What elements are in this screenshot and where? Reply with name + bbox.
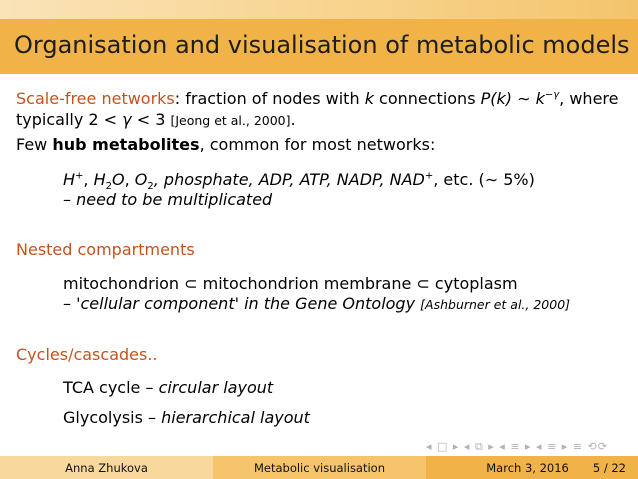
scale-free-term: Scale-free networks: [16, 89, 175, 108]
text: Few: [16, 135, 53, 154]
text: typically 2 <: [16, 110, 123, 129]
text: ,: [124, 170, 135, 189]
subscript: 2: [147, 181, 154, 193]
var-k: k: [364, 89, 374, 108]
glycolysis-line: [63, 408, 310, 427]
o2: O: [134, 170, 148, 189]
text: < 3: [131, 110, 171, 129]
text: , etc. (∼ 5%): [433, 170, 535, 189]
hub-note: [63, 190, 272, 209]
hub-intro-line: [16, 135, 435, 154]
text: circular layout: [158, 378, 274, 397]
hub-note-text: – need to be multiplicated: [63, 190, 273, 209]
nested-line-2: [63, 294, 570, 313]
beamer-navigation-icons[interactable]: ◂ □ ▸ ◂ ⧉ ▸ ◂ ≡ ▸ ◂ ≡ ▸ ≡ ⟲⟳: [426, 440, 608, 453]
footer: [0, 456, 638, 479]
nested-line-1: mitochondrion ⊂ mitochondrion membrane ⊂ cytoplasm: [63, 274, 518, 293]
hub-list-names: , phosphate, ADP, ATP, NADP, NAD: [153, 170, 425, 189]
text: TCA cycle –: [63, 378, 159, 397]
tca-line: [63, 378, 273, 397]
footer-author: Anna Zhukova: [0, 456, 213, 479]
scale-free-line-2: [16, 110, 296, 129]
text: , common for most networks:: [199, 135, 436, 154]
hub-list-line: [63, 170, 535, 192]
citation-jeong: [Jeong et al., 2000]: [170, 113, 291, 128]
footer-date-page: [426, 456, 638, 479]
formula-exponent: −γ: [544, 89, 560, 101]
hub-metabolites-bold: hub metabolites: [52, 135, 200, 154]
slide-title: Organisation and visualisation of metabolic models: [14, 31, 630, 59]
subscript: 2: [105, 181, 112, 193]
h-ion: H: [63, 170, 76, 189]
superscript: +: [75, 170, 84, 182]
text: .: [290, 110, 296, 129]
text: hierarchical layout: [161, 408, 310, 427]
cycles-heading: Cycles/cascades..: [16, 345, 158, 364]
text: connections: [373, 89, 481, 108]
text: – 'cellular component' in the Gene Ontology: [63, 294, 421, 313]
formula-sim: ∼: [512, 89, 536, 108]
superscript: +: [424, 170, 434, 182]
formula-pk: P(k): [480, 89, 513, 108]
h2o: H: [93, 170, 106, 189]
footer-title: Metabolic visualisation: [213, 456, 426, 479]
citation-ashburner: [Ashburner et al., 2000]: [420, 297, 571, 312]
text: , where: [559, 89, 619, 108]
footer-date: March 3, 2016: [486, 460, 569, 475]
text: ,: [83, 170, 94, 189]
text: : fraction of nodes with: [174, 89, 365, 108]
text: Glycolysis –: [63, 408, 162, 427]
nested-heading: Nested compartments: [16, 240, 195, 259]
footer-page-number: 5 / 22: [592, 460, 626, 475]
formula-k: k: [535, 89, 545, 108]
h2o: O: [112, 170, 125, 189]
var-gamma: γ: [122, 110, 132, 129]
scale-free-line-1: [16, 89, 618, 108]
